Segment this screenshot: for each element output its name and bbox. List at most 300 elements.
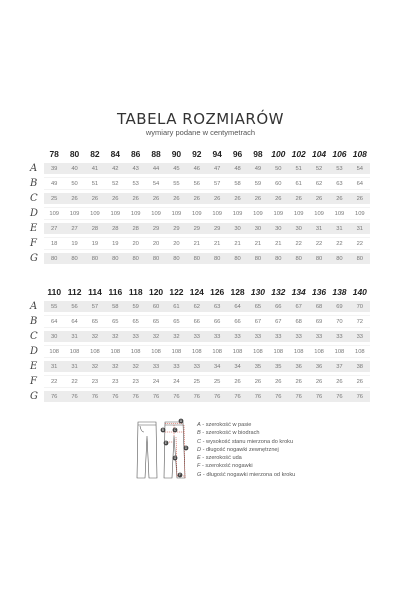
- table-cell: 61: [173, 303, 180, 310]
- table-row: [30, 176, 370, 191]
- table-cell: 33: [275, 333, 282, 340]
- row-cells: [44, 237, 370, 250]
- table-cell: 44: [152, 165, 160, 172]
- table-cell: 108: [171, 348, 182, 355]
- marker-letter: D: [184, 446, 188, 451]
- size-header: 100: [271, 149, 286, 159]
- table-cell: 23: [112, 378, 119, 385]
- table-cell: 69: [336, 303, 343, 310]
- table-cell: 52: [112, 180, 119, 187]
- table-cell: 27: [50, 225, 58, 232]
- table-cell: 109: [212, 210, 223, 217]
- table-cell: 80: [295, 255, 302, 262]
- table-cell: 80: [336, 255, 343, 262]
- table-cell: 53: [132, 180, 139, 187]
- table-cell: 109: [273, 210, 284, 217]
- size-header: 122: [169, 287, 184, 297]
- size-header: 118: [128, 287, 143, 297]
- table-cell: 70: [356, 303, 364, 310]
- table-cell: 22: [71, 378, 78, 385]
- table-cell: 76: [275, 393, 282, 400]
- table-cell: 80: [91, 255, 99, 262]
- size-header: 130: [250, 287, 266, 297]
- table-cell: 108: [49, 348, 60, 355]
- table-cell: 76: [295, 393, 302, 400]
- table-cell: 65: [152, 318, 160, 325]
- table-cell: 22: [356, 240, 364, 247]
- table-cell: 31: [71, 333, 78, 340]
- table-cell: 49: [50, 180, 58, 187]
- table-cell: 33: [132, 333, 139, 340]
- table-cell: 80: [213, 255, 221, 262]
- table-cell: 60: [152, 303, 160, 310]
- row-label: E: [30, 361, 38, 372]
- legend-text: szerokość uda: [205, 455, 242, 462]
- table-cell: 59: [132, 303, 139, 310]
- table-cell: 25: [213, 378, 221, 385]
- table-cell: 109: [293, 210, 304, 217]
- size-header: 110: [47, 287, 62, 297]
- legend-item: [197, 429, 295, 437]
- table-cell: 109: [354, 210, 365, 217]
- table-cell: 20: [173, 240, 180, 247]
- table-cell: 53: [336, 165, 343, 172]
- row-cells: [44, 301, 370, 312]
- table-cell: 80: [254, 255, 262, 262]
- row-cells: [44, 391, 370, 402]
- table-cell: 64: [234, 303, 241, 310]
- table-cell: 30: [295, 225, 302, 232]
- table-row: [30, 359, 370, 374]
- table-cell: 58: [234, 180, 241, 187]
- row-label: F: [30, 376, 37, 387]
- size-header: 98: [253, 149, 263, 159]
- row-cells: [44, 331, 370, 342]
- table-cell: 108: [334, 348, 345, 355]
- table-cell: 40: [71, 165, 78, 172]
- table-cell: 76: [173, 393, 180, 400]
- table-cell: 108: [314, 348, 324, 355]
- table-cell: 38: [356, 363, 364, 370]
- table-cell: 80: [356, 255, 364, 262]
- size-header: 132: [271, 287, 286, 297]
- table-cell: 57: [213, 180, 221, 187]
- table-cell: 28: [91, 225, 99, 232]
- row-cells: [44, 315, 370, 328]
- table-cell: 29: [152, 225, 160, 232]
- legend-key: F: [197, 463, 201, 470]
- table-cell: 66: [275, 303, 282, 310]
- marker-letter: F: [179, 473, 181, 478]
- table-row: [30, 206, 370, 221]
- table-cell: 28: [112, 225, 119, 232]
- table-row: [30, 191, 370, 206]
- size-header: 108: [352, 149, 367, 159]
- table-cell: 76: [336, 393, 343, 400]
- table-cell: 26: [234, 195, 241, 202]
- table-row: [30, 251, 370, 266]
- table-cell: 33: [356, 333, 364, 340]
- row-label: A: [30, 301, 38, 312]
- legend-separator: -: [201, 438, 207, 445]
- table-cell: 57: [91, 303, 99, 310]
- page-title: TABELA ROZMIARÓW: [117, 110, 284, 128]
- table-cell: 37: [336, 363, 343, 370]
- legend-item: [197, 438, 295, 446]
- table-cell: 109: [49, 210, 60, 217]
- table-cell: 34: [234, 363, 241, 370]
- table-cell: 26: [173, 195, 180, 202]
- row-label: G: [30, 253, 38, 264]
- table-cell: 34: [213, 363, 221, 370]
- table-cell: 31: [356, 225, 364, 232]
- table-cell: 64: [356, 180, 364, 187]
- size-header: 140: [352, 287, 367, 297]
- row-label: B: [30, 316, 38, 327]
- table-cell: 109: [69, 210, 80, 217]
- table-cell: 65: [254, 303, 262, 310]
- row-label: B: [30, 178, 38, 189]
- legend-separator: -: [200, 430, 206, 437]
- table-cell: 32: [112, 363, 119, 370]
- table-cell: 26: [356, 195, 364, 202]
- size-header: 82: [90, 149, 100, 159]
- table-cell: 64: [50, 318, 58, 325]
- table-cell: 64: [71, 318, 78, 325]
- row-label: F: [30, 238, 37, 249]
- table-cell: 66: [193, 318, 201, 325]
- table-row: [30, 389, 370, 404]
- table-cell: 55: [173, 180, 180, 187]
- table-cell: 109: [253, 210, 263, 217]
- legend-key: B: [197, 430, 201, 437]
- table-cell: 63: [336, 180, 343, 187]
- table-cell: 76: [112, 393, 119, 400]
- table-cell: 109: [314, 210, 324, 217]
- table-cell: 108: [130, 348, 141, 355]
- table-cell: 42: [112, 165, 119, 172]
- size-header: 94: [212, 149, 222, 159]
- row-cells: [44, 223, 370, 234]
- table-cell: 29: [213, 225, 221, 232]
- diagram-marker: [173, 428, 178, 433]
- legend-item: [197, 471, 295, 479]
- table-cell: 23: [132, 378, 139, 385]
- table-cell: 108: [273, 348, 284, 355]
- marker-letter: E: [164, 441, 168, 446]
- table-cell: 109: [110, 210, 121, 217]
- table-cell: 76: [193, 393, 201, 400]
- table-cell: 39: [50, 165, 58, 172]
- table-cell: 21: [275, 240, 282, 247]
- table-cell: 26: [336, 195, 343, 202]
- row-label: E: [30, 223, 38, 234]
- table-row: [30, 236, 370, 251]
- legend-text: długość nogawki zewnętrznej: [206, 446, 279, 453]
- table-cell: 109: [191, 210, 202, 217]
- table-cell: 33: [193, 333, 201, 340]
- legend-text: szerokość nogawki: [205, 463, 253, 470]
- table-cell: 32: [152, 333, 160, 340]
- table-cell: 20: [132, 240, 139, 247]
- table-cell: 65: [132, 318, 139, 325]
- row-label: C: [30, 331, 38, 342]
- row-cells: [44, 375, 370, 388]
- table-cell: 26: [275, 378, 282, 385]
- table-cell: 26: [132, 195, 139, 202]
- table-cell: 58: [112, 303, 119, 310]
- size-header: 114: [88, 287, 102, 297]
- table-cell: 76: [50, 393, 58, 400]
- diagram-marker: [164, 441, 169, 446]
- table-cell: 33: [234, 333, 241, 340]
- table-cell: 76: [356, 393, 364, 400]
- table-cell: 109: [130, 210, 141, 217]
- table-cell: 33: [213, 333, 221, 340]
- diagram-marker: [184, 446, 189, 451]
- legend-text: szerokość w biodrach: [205, 430, 260, 437]
- table-cell: 65: [173, 318, 180, 325]
- table-cell: 26: [275, 195, 282, 202]
- legend-key: C: [197, 438, 202, 445]
- table-cell: 21: [193, 240, 201, 247]
- measurement-legend: [197, 421, 295, 479]
- table-cell: 26: [152, 195, 160, 202]
- table-cell: 69: [315, 318, 323, 325]
- table-cell: 31: [71, 363, 78, 370]
- table-cell: 76: [234, 393, 241, 400]
- table-cell: 67: [275, 318, 282, 325]
- table-cell: 52: [315, 165, 323, 172]
- size-header: 128: [230, 287, 245, 297]
- size-header: 120: [148, 287, 164, 297]
- table-row: [30, 161, 370, 176]
- table-row: [30, 299, 370, 314]
- size-header: 92: [192, 149, 202, 159]
- legend-separator: -: [200, 422, 206, 428]
- table-cell: 26: [315, 195, 323, 202]
- diagram-marker: [178, 473, 183, 478]
- legend-item: [197, 446, 295, 454]
- table-cell: 24: [173, 378, 180, 385]
- legend-text: szerokość w pasie: [205, 422, 252, 428]
- legend-text: długość nogawki mierzona od kroku: [206, 471, 296, 478]
- table-cell: 26: [315, 378, 323, 385]
- table-cell: 108: [232, 348, 243, 355]
- table-cell: 80: [50, 255, 58, 262]
- table-cell: 30: [50, 333, 58, 340]
- table-cell: 20: [152, 240, 160, 247]
- table-cell: 108: [151, 348, 161, 355]
- table-cell: 61: [295, 180, 302, 187]
- table-cell: 26: [234, 378, 241, 385]
- table-cell: 23: [91, 378, 99, 385]
- row-cells: [44, 361, 370, 372]
- table-cell: 32: [132, 363, 139, 370]
- table-cell: 22: [50, 378, 58, 385]
- table-cell: 108: [110, 348, 121, 355]
- table-cell: 76: [91, 393, 99, 400]
- table-cell: 80: [315, 255, 323, 262]
- table-cell: 108: [293, 348, 304, 355]
- table-cell: 33: [315, 333, 323, 340]
- row-label: A: [30, 163, 38, 174]
- table-cell: 68: [295, 318, 302, 325]
- table-cell: 30: [234, 225, 241, 232]
- table-cell: 109: [232, 210, 243, 217]
- table-cell: 26: [295, 195, 302, 202]
- table-cell: 31: [50, 363, 58, 370]
- table-cell: 22: [315, 240, 323, 247]
- legend-text: wysokość stanu mierzona do kroku: [206, 438, 294, 445]
- table-cell: 33: [173, 363, 180, 370]
- table-cell: 76: [315, 393, 323, 400]
- table-cell: 60: [275, 180, 282, 187]
- marker-letter: A: [179, 419, 183, 424]
- table-cell: 29: [193, 225, 201, 232]
- table-cell: 46: [193, 165, 201, 172]
- table-cell: 109: [90, 210, 100, 217]
- page-subtitle: wymiary podane w centymetrach: [145, 128, 256, 137]
- table-cell: 19: [91, 240, 99, 247]
- legend-item: [197, 421, 295, 429]
- table-cell: 32: [91, 363, 99, 370]
- table-cell: 80: [152, 255, 160, 262]
- table-cell: 49: [254, 165, 262, 172]
- size-header-row: [30, 147, 370, 161]
- size-header: 116: [108, 287, 123, 297]
- pants-diagram: [135, 418, 195, 482]
- legend-item: [197, 454, 295, 462]
- size-header: 126: [210, 287, 225, 297]
- table-cell: 76: [71, 393, 78, 400]
- table-cell: 108: [253, 348, 263, 355]
- legend-separator: -: [200, 463, 206, 470]
- table-cell: 33: [295, 333, 302, 340]
- table-cell: 109: [171, 210, 182, 217]
- table-cell: 36: [315, 363, 323, 370]
- row-cells: [44, 345, 370, 358]
- row-cells: [44, 163, 370, 174]
- table-cell: 76: [213, 393, 221, 400]
- table-cell: 19: [112, 240, 119, 247]
- marker-letter: G: [173, 456, 177, 461]
- marker-letter: C: [173, 428, 177, 433]
- table-cell: 109: [334, 210, 345, 217]
- table-cell: 21: [234, 240, 241, 247]
- table-cell: 62: [193, 303, 201, 310]
- table-cell: 55: [50, 303, 58, 310]
- row-label: C: [30, 193, 38, 204]
- table-cell: 65: [91, 318, 99, 325]
- table-row: [30, 221, 370, 236]
- table-cell: 80: [234, 255, 241, 262]
- table-cell: 66: [234, 318, 241, 325]
- table-cell: 43: [132, 165, 139, 172]
- table-cell: 76: [132, 393, 139, 400]
- legend-item: [197, 462, 295, 470]
- table-cell: 26: [213, 195, 221, 202]
- table-cell: 51: [91, 180, 99, 187]
- legend-key: G: [197, 471, 202, 478]
- table-cell: 32: [112, 333, 119, 340]
- size-header: 78: [49, 149, 59, 159]
- table-cell: 109: [151, 210, 161, 217]
- table-cell: 22: [295, 240, 302, 247]
- size-header-row: [30, 285, 370, 299]
- table-cell: 56: [71, 303, 78, 310]
- table-cell: 27: [71, 225, 78, 232]
- size-header: 106: [332, 149, 347, 159]
- size-header: 104: [311, 149, 327, 159]
- table-cell: 35: [254, 363, 262, 370]
- row-cells: [44, 253, 370, 264]
- table-cell: 35: [275, 363, 282, 370]
- table-cell: 36: [295, 363, 302, 370]
- row-label: D: [30, 208, 39, 219]
- row-label: D: [30, 346, 39, 357]
- table-cell: 80: [193, 255, 201, 262]
- size-header: 96: [232, 149, 243, 159]
- size-header: 84: [110, 149, 121, 159]
- table-cell: 30: [254, 225, 262, 232]
- table-cell: 33: [193, 363, 201, 370]
- legend-key: E: [197, 455, 201, 462]
- table-cell: 26: [91, 195, 99, 202]
- table-cell: 26: [193, 195, 201, 202]
- table-cell: 67: [254, 318, 262, 325]
- table-cell: 22: [336, 240, 343, 247]
- size-header: 134: [291, 287, 306, 297]
- table-row: [30, 344, 370, 359]
- size-table-1: [30, 147, 370, 266]
- table-cell: 28: [132, 225, 139, 232]
- table-cell: 108: [191, 348, 202, 355]
- table-cell: 80: [132, 255, 139, 262]
- table-cell: 76: [152, 393, 160, 400]
- diagram-marker: [161, 428, 166, 433]
- table-cell: 25: [50, 195, 58, 202]
- table-cell: 26: [71, 195, 78, 202]
- table-cell: 108: [354, 348, 365, 355]
- legend-separator: -: [201, 446, 207, 453]
- table-cell: 76: [254, 393, 262, 400]
- table-cell: 54: [356, 165, 364, 172]
- table-cell: 26: [254, 378, 262, 385]
- table-cell: 26: [254, 195, 262, 202]
- table-cell: 26: [356, 378, 364, 385]
- table-row: [30, 314, 370, 329]
- table-cell: 21: [254, 240, 262, 247]
- table-cell: 67: [295, 303, 302, 310]
- table-cell: 108: [69, 348, 80, 355]
- table-cell: 26: [295, 378, 302, 385]
- diagram-marker: [179, 419, 184, 424]
- size-header: 112: [67, 287, 82, 297]
- row-cells: [44, 177, 370, 190]
- table-cell: 41: [91, 165, 99, 172]
- pants-front-outline: [137, 422, 157, 478]
- diagram-marker: [173, 456, 178, 461]
- row-label: G: [30, 391, 38, 402]
- pants-front-pocket: [140, 426, 144, 432]
- table-cell: 26: [336, 378, 343, 385]
- legend-separator: -: [200, 455, 206, 462]
- table-cell: 48: [234, 165, 241, 172]
- table-cell: 29: [173, 225, 180, 232]
- table-cell: 45: [173, 165, 180, 172]
- table-cell: 33: [152, 363, 160, 370]
